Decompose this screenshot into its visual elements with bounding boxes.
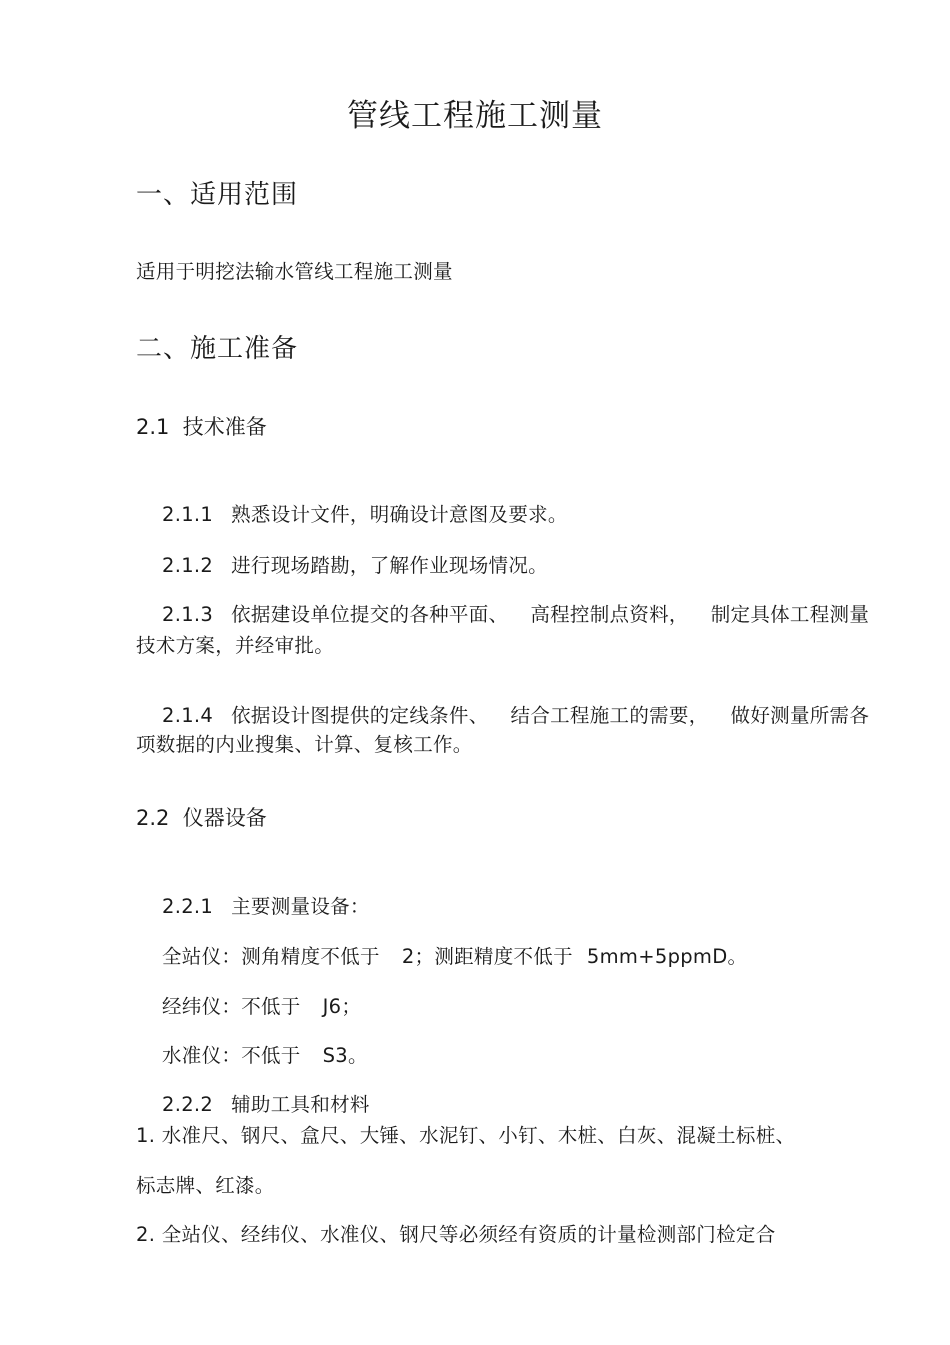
item-text: 熟悉设计文件，明确设计意图及要求。: [231, 502, 568, 526]
item-number: 2.1.4: [162, 703, 214, 727]
item-text: 主要测量设备：: [231, 894, 370, 918]
item-number: 2.2.1: [162, 894, 214, 918]
list-item-1: 1. 水准尺、钢尺、盒尺、大锤、水泥钉、小钉、木桩、白灰、混凝土标桩、: [136, 1124, 796, 1147]
item-number: 2.1.3: [162, 602, 214, 626]
spec-text: 5mm+5ppmD。: [586, 944, 748, 968]
spec-text: 水准仪：不低于: [162, 1043, 301, 1067]
list-item-2: 2. 全站仪、经纬仪、水准仪、钢尺等必须经有资质的计量检测部门检定合: [136, 1223, 776, 1246]
spec-text: 2；测距精度不低于: [401, 944, 573, 968]
list-item-1-continued: 标志牌、红漆。: [136, 1174, 275, 1197]
item-text: 高程控制点资料，: [530, 602, 689, 626]
subsection-heading-equipment: 2.2 仪器设备: [136, 806, 267, 830]
item-text: 辅助工具和材料: [231, 1092, 370, 1116]
item-number: 2.2.2: [162, 1092, 214, 1116]
section-heading-preparation: 二、施工准备: [136, 334, 299, 364]
item-text: 结合工程施工的需要，: [510, 703, 709, 727]
item-number: 2.1.1: [162, 502, 214, 526]
item-text: 制定具体工程测量: [710, 602, 870, 626]
section-heading-scope: 一、适用范围: [136, 180, 299, 210]
item-2-1-3-continued: 技术方案，并经审批。: [136, 634, 335, 657]
item-text: 依据设计图提供的定线条件、: [231, 703, 489, 727]
item-text: 做好测量所需各: [730, 703, 870, 727]
item-text: 依据建设单位提交的各种平面、: [231, 602, 509, 626]
item-2-1-1: [136, 485, 568, 544]
item-number: 2.1.2: [162, 553, 214, 577]
item-2-1-4-continued: 项数据的内业搜集、计算、复核工作。: [136, 733, 473, 756]
page-title: 管线工程施工测量: [347, 98, 603, 134]
subsection-heading-technical: 2.1 技术准备: [136, 415, 267, 439]
spec-text: 经纬仪：不低于: [162, 994, 301, 1018]
spec-text: 全站仪：测角精度不低于: [162, 944, 380, 968]
scope-paragraph: 适用于明挖法输水管线工程施工测量: [136, 260, 453, 283]
spec-text: J6；: [322, 994, 362, 1018]
spec-text: S3。: [322, 1043, 368, 1067]
item-text: 进行现场踏勘，了解作业现场情况。: [231, 553, 548, 577]
